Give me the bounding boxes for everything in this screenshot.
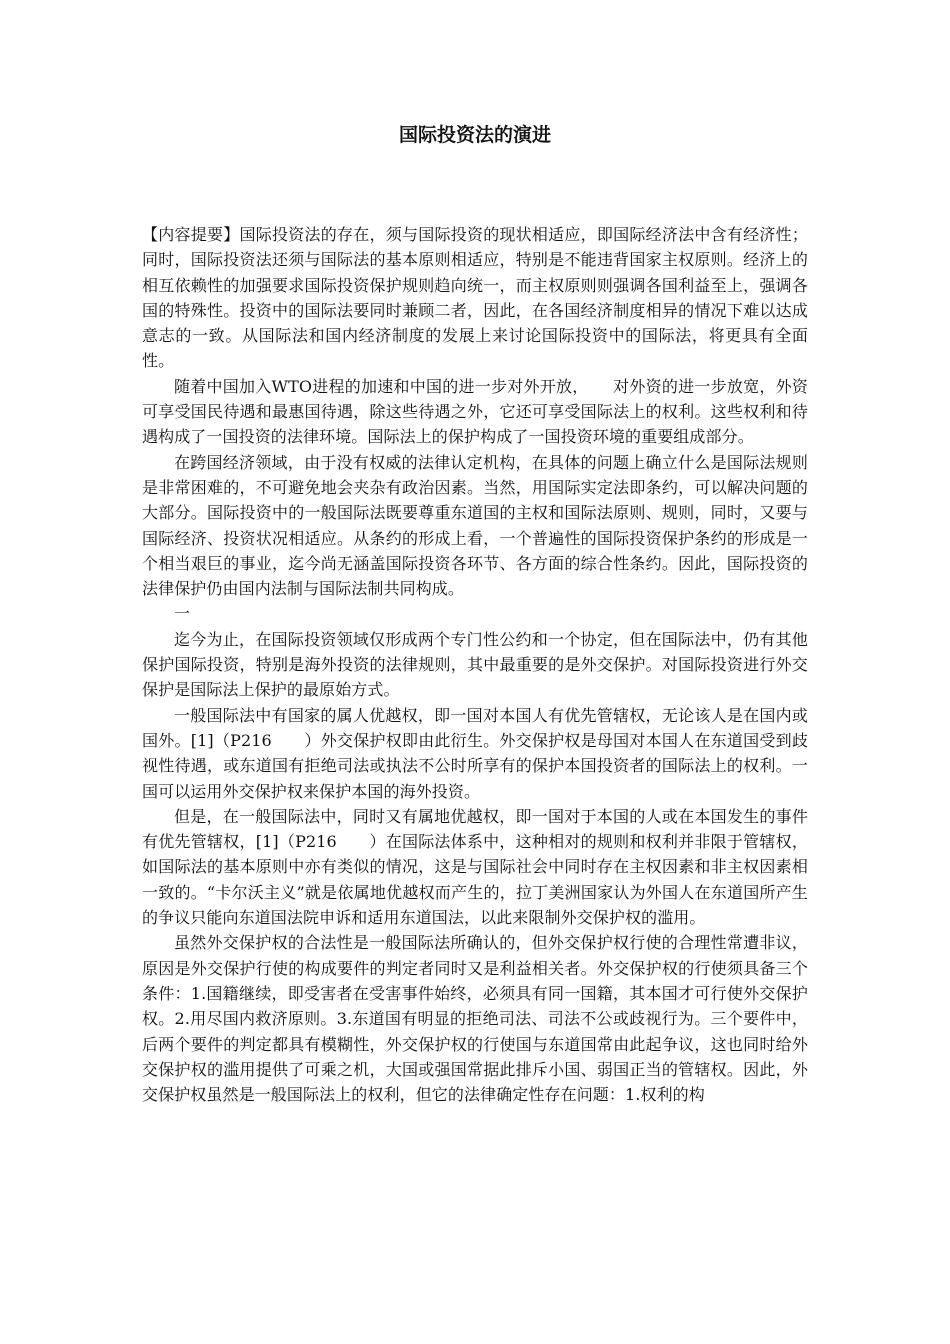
section-number: 一 xyxy=(174,604,191,624)
document-page xyxy=(142,0,808,1344)
document-body xyxy=(142,222,808,1107)
document-title: 国际投资法的演进 xyxy=(398,124,551,146)
body-paragraph: 迄今为止，在国际投资领域仅形成两个专门性公约和一个协定，但在国际法中，仍有其他保护国际投资，特别是海外投资的法律规则，其中最重要的是外交保护。对国际投资进行外交保护是国际法上保护的最原始方式。 xyxy=(142,629,808,700)
abstract-paragraph xyxy=(142,222,808,374)
abstract-text: 国际投资法的存在，须与国际投资的现状相适应，即国际经济法中含有经济性；同时，国际投资法还须与国际法的基本原则相适应，特别是不能违背国家主权原则。经济上的相互依赖性的加强要求国际投资保护规则趋向统一，而主权原则则强调各国利益至上，强调各国的特殊性。投资中的国际法要同时兼顾二者，因此，在各国经济制度相异的情况下难以达成意志的一致。从国际法和国内经济制度的发展上来讨论国际投资中的国际法，将更具有全面性。 xyxy=(142,225,808,371)
abstract-label: 【内容提要】 xyxy=(142,225,240,244)
body-paragraph: 虽然外交保护权的合法性是一般国际法所确认的，但外交保护权行使的合理性常遭非议，原因是外交保护行使的构成要件的判定者同时又是利益相关者。外交保护权的行使须具备三个条件：1.国籍继续，即受害者在受害事件始终，必须具有同一国籍，其本国才可行使外交保护权。2.用尽国内救济原则。3.东道国有明显的拒绝司法、司法不公或歧视行为。三个要件中，后两个要件的判定都具有模糊性，外交保护权的行使国与东道国常由此起争议，这也同时给外交保护权的滥用提供了可乘之机，大国或强国常据此排斥小国、弱国正当的管辖权。因此，外交保护权虽然是一般国际法上的权利，但它的法律确定性存在问题：1.权利的构 xyxy=(142,933,808,1105)
body-paragraph: 随着中国加入WTO进程的加速和中国的进一步对外开放， 对外资的进一步放宽，外资可享受国民待遇和最惠国待遇，除这些待遇之外，它还可享受国际法上的权利。这些权利和待遇构成了一国投资的法律环境。国际法上的保护构成了一国投资环境的重要组成部分。 xyxy=(142,376,808,447)
body-paragraph: 但是，在一般国际法中，同时又有属地优越权，即一国对于本国的人或在本国发生的事件有优先管辖权，[1]（P216 ）在国际法体系中，这种相对的规则和权利并非限于管辖权，如国际法的基本原则中亦有类似的情况，这是与国际社会中同时存在主权因素和非主权因素相一致的。“卡尔沃主义”就是依属地优越权而产生的，拉丁美洲国家认为外国人在东道国所产生的争议只能向东道国法院申诉和适用东道国法，以此来限制外交保护权的滥用。 xyxy=(142,806,808,928)
body-paragraph: 一般国际法中有国家的属人优越权，即一国对本国人有优先管辖权，无论该人是在国内或国外。[1]（P216 ）外交保护权即由此衍生。外交保护权是母国对本国人在东道国受到歧视性待遇，或东道国有拒绝司法或执法不公时所享有的保护本国投资者的国际法上的权利。一国可以运用外交保护权来保护本国的海外投资。 xyxy=(142,705,808,801)
body-paragraph: 在跨国经济领域，由于没有权威的法律认定机构，在具体的问题上确立什么是国际法规则是非常困难的，不可避免地会夹杂有政治因素。当然，用国际实定法即条约，可以解决问题的大部分。国际投资中的一般国际法既要尊重东道国的主权和国际法原则、规则，同时，又要与国际经济、投资状况相适应。从条约的形成上看，一个普遍性的国际投资保护条约的形成是一个相当艰巨的事业，迄今尚无涵盖国际投资各环节、各方面的综合性条约。因此，国际投资的法律保护仍由国内法制与国际法制共同构成。 xyxy=(142,452,808,599)
